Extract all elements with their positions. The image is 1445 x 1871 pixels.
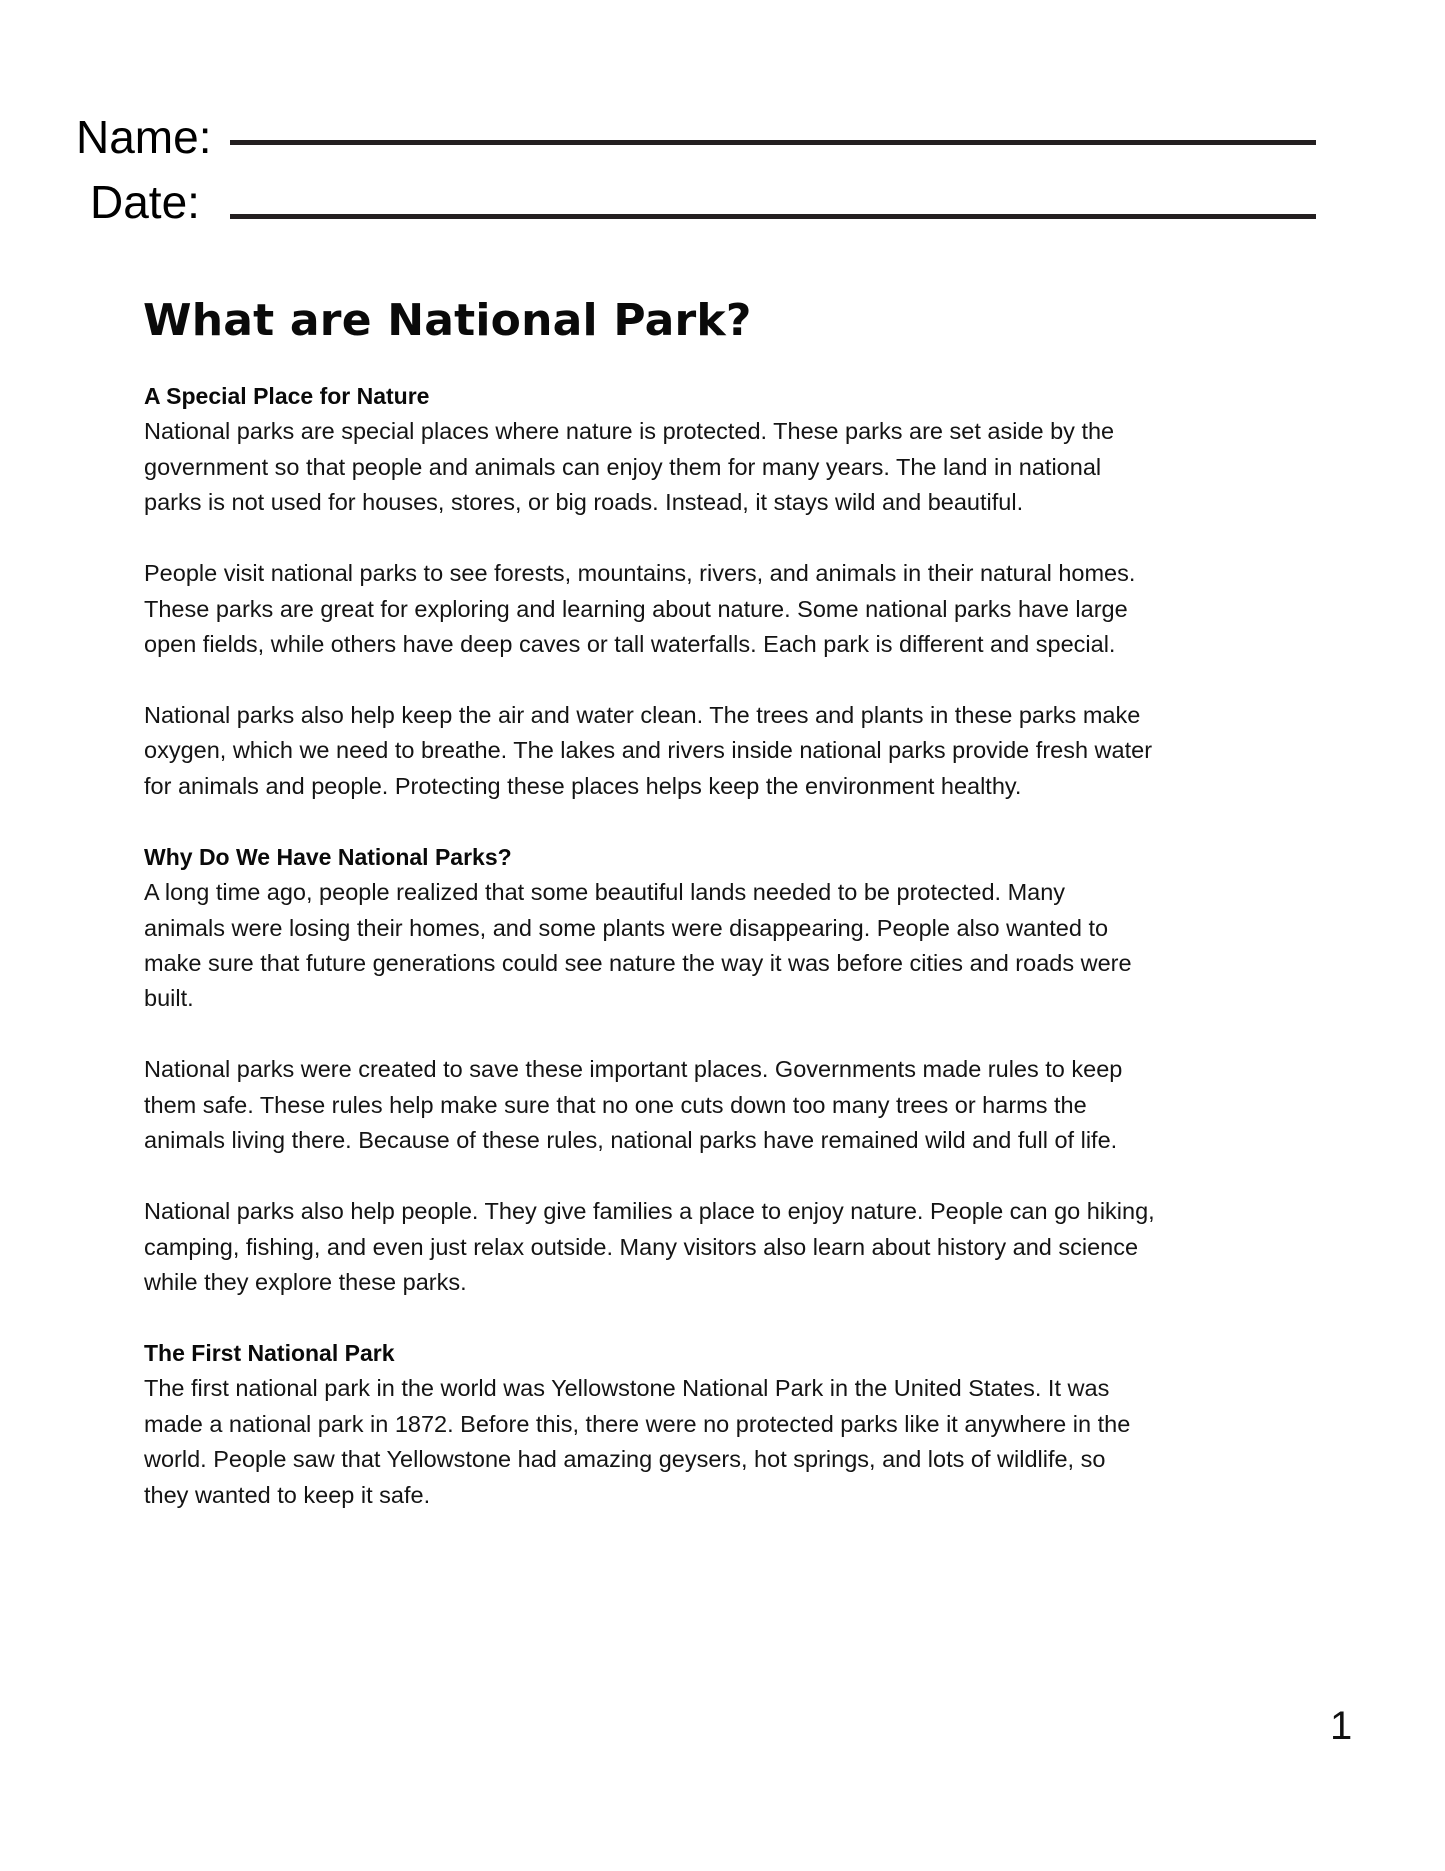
text-line: for animals and people. Protecting these places helps keep the environment healthy.	[144, 772, 1022, 799]
page-number: 1	[1330, 1704, 1353, 1748]
paragraph	[144, 414, 1324, 520]
section-gap	[144, 804, 1324, 839]
date-field-row	[0, 172, 1445, 242]
name-field-row	[0, 108, 1445, 178]
paragraph	[144, 698, 1324, 804]
section-first-national-park	[144, 1336, 1324, 1513]
paragraph-gap	[144, 1159, 1324, 1194]
section-gap	[144, 1300, 1324, 1335]
paragraph	[144, 1052, 1324, 1158]
text-line: made a national park in 1872. Before this, there were no protected parks like it anywhere in the	[144, 1410, 1131, 1437]
paragraph-gap	[144, 1017, 1324, 1052]
text-line: National parks were created to save these important places. Governments made rules to keep	[144, 1056, 1123, 1083]
section-heading: Why Do We Have National Parks?	[144, 843, 512, 870]
text-line: The first national park in the world was Yellowstone National Park in the United States. It was	[144, 1375, 1110, 1402]
text-line: them safe. These rules help make sure that no one cuts down too many trees or harms the	[144, 1091, 1087, 1118]
text-line: oxygen, which we need to breathe. The lakes and rivers inside national parks provide fresh water	[144, 737, 1153, 764]
text-line: open fields, while others have deep caves or tall waterfalls. Each park is different and special.	[144, 631, 1116, 658]
worksheet-content	[144, 379, 1324, 1513]
section-heading: The First National Park	[144, 1339, 395, 1366]
date-input-line[interactable]	[230, 214, 1316, 219]
page-title: What are National Park?	[143, 295, 752, 346]
text-line: A long time ago, people realized that some beautiful lands needed to be protected. Many	[144, 879, 1066, 906]
text-line: camping, fishing, and even just relax outside. Many visitors also learn about history and science	[144, 1233, 1139, 1260]
section-special-place	[144, 379, 1324, 804]
text-line: National parks also help keep the air and water clean. The trees and plants in these parks make	[144, 701, 1141, 728]
text-line: National parks are special places where nature is protected. These parks are set aside by the	[144, 418, 1115, 445]
text-line: National parks also help people. They give families a place to enjoy nature. People can go hiking,	[144, 1198, 1155, 1225]
text-line: government so that people and animals can enjoy them for many years. The land in national	[144, 453, 1102, 480]
paragraph	[144, 875, 1324, 1017]
paragraph	[144, 556, 1324, 662]
text-line: parks is not used for houses, stores, or big roads. Instead, it stays wild and beautiful.	[144, 489, 1024, 516]
text-line: animals living there. Because of these rules, national parks have remained wild and full of life.	[144, 1127, 1118, 1154]
section-heading: A Special Place for Nature	[144, 383, 430, 409]
date-label: Date:	[90, 176, 200, 228]
paragraph	[144, 1194, 1324, 1300]
paragraph-gap	[144, 663, 1324, 698]
text-line: world. People saw that Yellowstone had amazing geysers, hot springs, and lots of wildlife, so	[144, 1446, 1106, 1473]
text-line: These parks are great for exploring and learning about nature. Some national parks have large	[144, 595, 1128, 622]
paragraph	[144, 1371, 1324, 1513]
section-why-national-parks	[144, 840, 1324, 1301]
text-line: People visit national parks to see forests, mountains, rivers, and animals in their natural homes.	[144, 560, 1136, 587]
text-line: they wanted to keep it safe.	[144, 1481, 431, 1508]
name-input-line[interactable]	[230, 140, 1316, 145]
text-line: while they explore these parks.	[144, 1268, 467, 1295]
paragraph-gap	[144, 521, 1324, 556]
name-label: Name:	[76, 111, 212, 163]
text-line: built.	[144, 985, 194, 1012]
text-line: animals were losing their homes, and some plants were disappearing. People also wanted to	[144, 914, 1109, 941]
text-line: make sure that future generations could see nature the way it was before cities and roads were	[144, 950, 1132, 976]
